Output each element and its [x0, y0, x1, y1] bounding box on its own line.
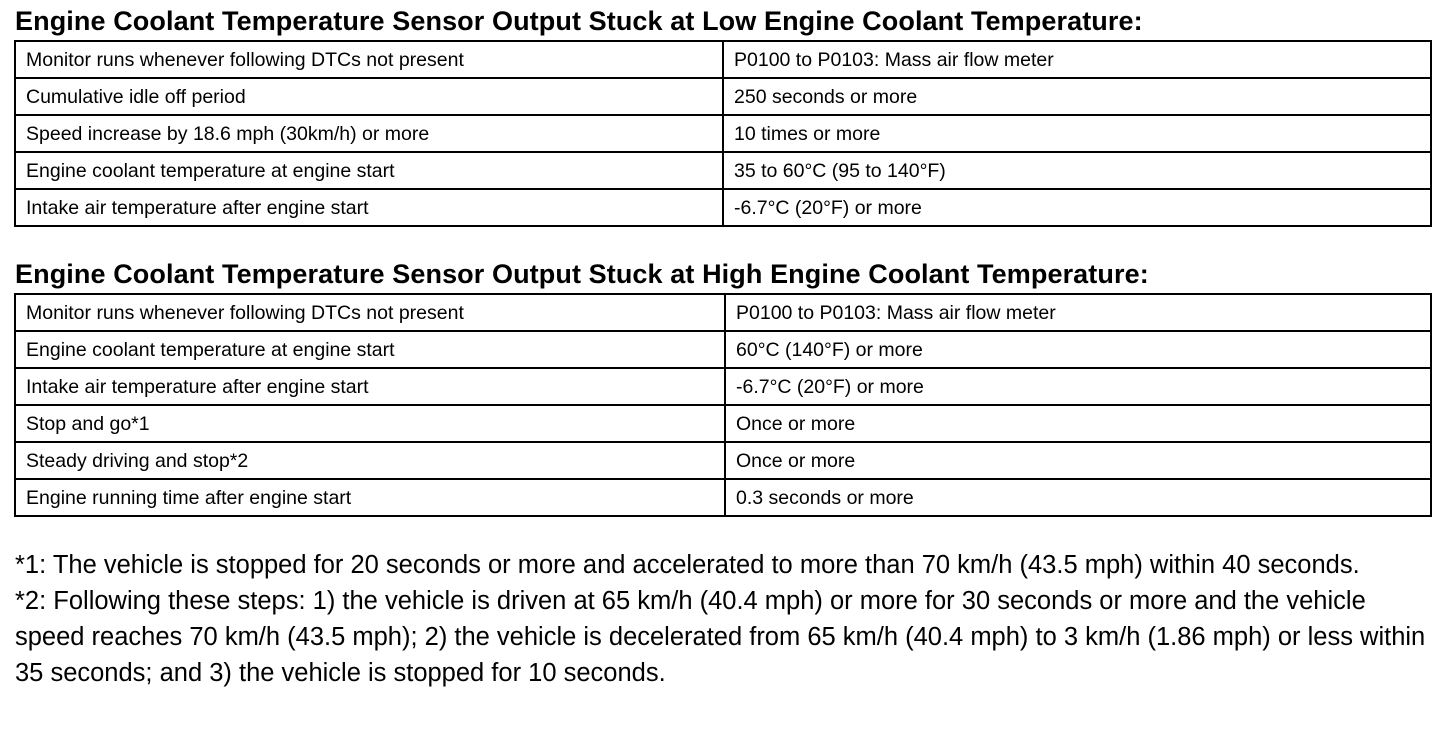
table-row: [15, 442, 1431, 479]
value-cell: 0.3 seconds or more: [725, 479, 1431, 516]
condition-cell: Engine running time after engine start: [15, 479, 725, 516]
condition-cell: Engine coolant temperature at engine start: [15, 331, 725, 368]
condition-cell: Monitor runs whenever following DTCs not present: [15, 294, 725, 331]
table-row: [15, 368, 1431, 405]
table-row: [15, 78, 1431, 115]
condition-cell: Cumulative idle off period: [15, 78, 723, 115]
table-high-temperature-conditions: [14, 293, 1432, 517]
table-row: [15, 41, 1431, 78]
value-cell: Once or more: [725, 442, 1431, 479]
footnote-1: *1: The vehicle is stopped for 20 seconds or more and accelerated to more than 70 km/h (43.5 mph) within 40 seconds.: [15, 551, 1360, 579]
table-row: [15, 331, 1431, 368]
table-row: [15, 405, 1431, 442]
table-row: [15, 152, 1431, 189]
value-cell: Once or more: [725, 405, 1431, 442]
table-row: [15, 479, 1431, 516]
table-low-temperature-conditions: [14, 40, 1432, 227]
footnote-2: *2: Following these steps: 1) the vehicle is driven at 65 km/h (40.4 mph) or more for 30 seconds or more and the vehicle speed reaches 70 km/h (43.5 mph); 2) the vehicle is decelerated from 65 km/h (40.4 mph) to 3 km/h (1.86 mph) or less within 35 seconds; and 3) the vehicle is stopped for 10 seconds.: [15, 587, 1426, 687]
value-cell: -6.7°C (20°F) or more: [725, 368, 1431, 405]
condition-cell: Intake air temperature after engine start: [15, 368, 725, 405]
value-cell: 10 times or more: [723, 115, 1431, 152]
condition-cell: Stop and go*1: [15, 405, 725, 442]
section-title-low-temperature: Engine Coolant Temperature Sensor Output Stuck at Low Engine Coolant Temperature:: [15, 6, 1143, 36]
condition-cell: Intake air temperature after engine start: [15, 189, 723, 226]
value-cell: 60°C (140°F) or more: [725, 331, 1431, 368]
section-title-high-temperature: Engine Coolant Temperature Sensor Output Stuck at High Engine Coolant Temperature:: [15, 259, 1149, 289]
value-cell: 35 to 60°C (95 to 140°F): [723, 152, 1431, 189]
value-cell: P0100 to P0103: Mass air flow meter: [723, 41, 1431, 78]
condition-cell: Engine coolant temperature at engine start: [15, 152, 723, 189]
value-cell: 250 seconds or more: [723, 78, 1431, 115]
footnotes: [15, 547, 1440, 691]
value-cell: P0100 to P0103: Mass air flow meter: [725, 294, 1431, 331]
value-cell: -6.7°C (20°F) or more: [723, 189, 1431, 226]
table-row: [15, 115, 1431, 152]
condition-cell: Monitor runs whenever following DTCs not present: [15, 41, 723, 78]
table-row: [15, 189, 1431, 226]
condition-cell: Steady driving and stop*2: [15, 442, 725, 479]
condition-cell: Speed increase by 18.6 mph (30km/h) or more: [15, 115, 723, 152]
table-row: [15, 294, 1431, 331]
